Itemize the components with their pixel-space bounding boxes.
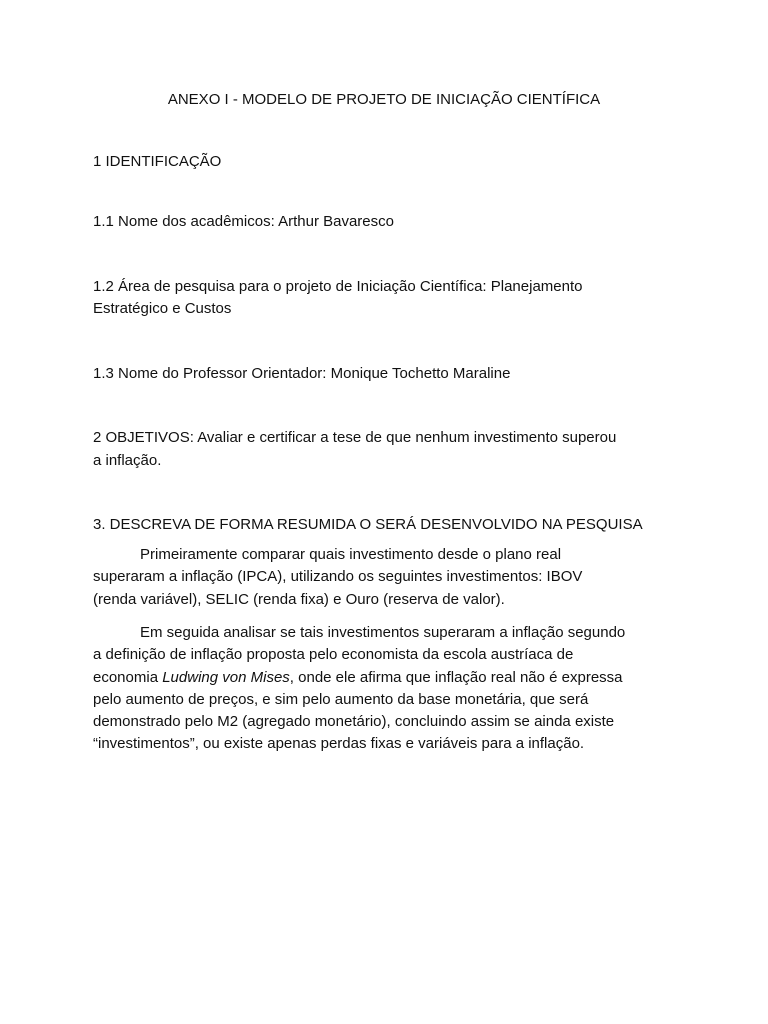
paragraph-1-line2: superaram a inflação (IPCA), utilizando os seguintes investimentos: IBOV bbox=[93, 568, 583, 586]
paragraph-2-line5: demonstrado pelo M2 (agregado monetário), concluindo assim se ainda existe bbox=[93, 713, 615, 731]
paragraph-1 bbox=[93, 544, 683, 611]
document-title: ANEXO I - MODELO DE PROJETO DE INICIAÇÃO CIENTÍFICA bbox=[167, 91, 601, 108]
paragraph-1-line3: (renda variável), SELIC (renda fixa) e Ouro (reserva de valor). bbox=[93, 590, 505, 608]
paragraph-2-line1: Em seguida analisar se tais investimentos superaram a inflação segundo bbox=[140, 624, 626, 641]
paragraph-2-line6: “investimentos”, ou existe apenas perdas fixas e variáveis para a inflação. bbox=[93, 735, 585, 753]
section-1-heading: 1 IDENTIFICAÇÃO bbox=[93, 153, 222, 170]
paragraph-2-line4: pelo aumento de preços, e sim pelo aumento da base monetária, que será bbox=[93, 690, 589, 708]
objectives-line2: a inflação. bbox=[93, 452, 162, 469]
paragraph-2 bbox=[93, 622, 683, 756]
paragraph-2-line3: economia Ludwing von Mises, onde ele afirma que inflação real não é expressa bbox=[93, 668, 623, 686]
economist-name: Ludwing von Mises bbox=[162, 668, 290, 686]
paragraph-2-line2: a definição de inflação proposta pelo economista da escola austríaca de bbox=[93, 646, 574, 664]
item-1-2-research-area-line2: Estratégico e Custos bbox=[93, 300, 232, 317]
objectives-line1: 2 OBJETIVOS: Avaliar e certificar a tese de que nenhum investimento superou bbox=[93, 429, 617, 446]
item-1-3-advisor: 1.3 Nome do Professor Orientador: Monique Tochetto Maraline bbox=[93, 365, 511, 382]
item-1-2-research-area-line1: 1.2 Área de pesquisa para o projeto de Iniciação Científica: Planejamento bbox=[93, 278, 583, 295]
item-1-1-academics: 1.1 Nome dos acadêmicos: Arthur Bavaresco bbox=[93, 213, 394, 230]
paragraph-1-line1: Primeiramente comparar quais investimento desde o plano real bbox=[140, 546, 562, 563]
section-3-heading: 3. DESCREVA DE FORMA RESUMIDA O SERÁ DESENVOLVIDO NA PESQUISA bbox=[93, 516, 643, 533]
